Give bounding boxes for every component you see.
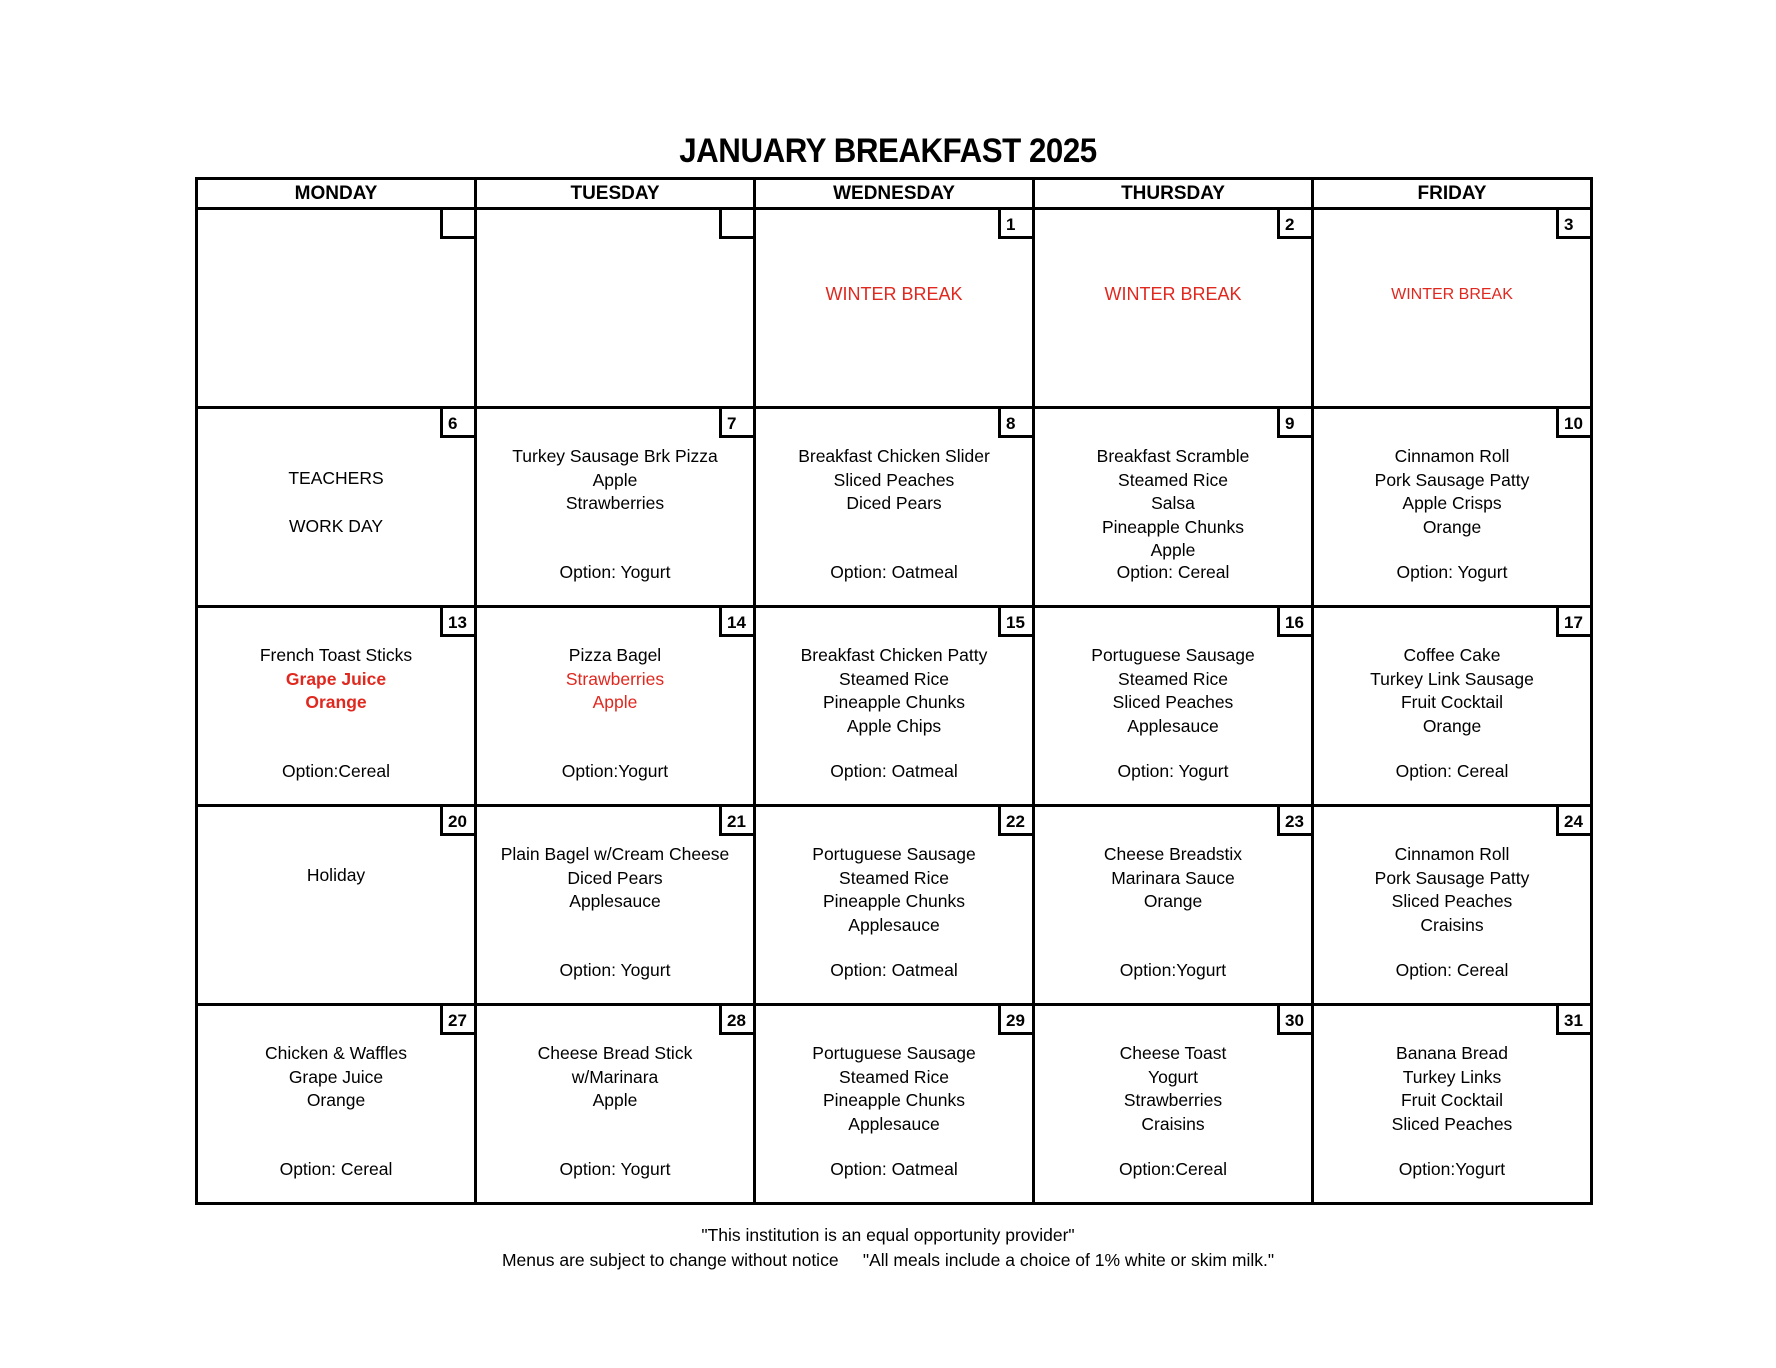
- day-cell: [755, 209, 1034, 408]
- menu-items: [1035, 644, 1311, 738]
- menu-item: Marinara Sauce: [1111, 867, 1235, 888]
- menu-items: [1035, 843, 1311, 914]
- day-cell: [476, 408, 755, 607]
- day-number: 3: [1556, 209, 1591, 239]
- menu-item-highlight: Apple: [592, 692, 638, 712]
- day-cell: [755, 408, 1034, 607]
- menu-item: Cheese Bread Stick: [537, 1043, 693, 1063]
- day-cell: [197, 607, 476, 806]
- day-cell: [476, 806, 755, 1005]
- week-row: [197, 209, 1592, 408]
- day-number: 30: [1277, 1005, 1312, 1035]
- menu-item: Plain Bagel w/Cream Cheese: [500, 844, 730, 864]
- menu-item: Salsa: [1151, 493, 1195, 513]
- day-cell: [1034, 209, 1313, 408]
- menu-item: Steamed Rice: [839, 867, 949, 888]
- weekday-tuesday: TUESDAY: [476, 179, 755, 209]
- day-number: 21: [719, 806, 754, 836]
- menu-item: Pineapple Chunks: [822, 692, 966, 712]
- menu-items: [198, 1042, 474, 1113]
- day-number-box: [719, 209, 754, 239]
- day-number: 29: [998, 1005, 1033, 1035]
- menu-option: Option:Yogurt: [1398, 1159, 1506, 1179]
- menu-item: Sliced Peaches: [1112, 692, 1234, 712]
- menu-items: [756, 843, 1032, 937]
- menu-item: Sliced Peaches: [833, 469, 955, 490]
- menu-item: Pineapple Chunks: [1101, 516, 1245, 537]
- menu-item: Turkey Link Sausage: [1370, 668, 1534, 689]
- menu-item: Orange: [1143, 891, 1203, 911]
- menu-item: Chicken & Waffles: [265, 1043, 407, 1063]
- menu-items: [198, 644, 474, 715]
- day-number: 16: [1277, 607, 1312, 637]
- menu-item: Portuguese Sausage: [812, 844, 976, 864]
- week-row: [197, 1005, 1592, 1204]
- day-cell: [755, 1005, 1034, 1204]
- menu-item: Orange: [1422, 516, 1482, 537]
- menu-option: Option:Yogurt: [1119, 960, 1227, 980]
- day-number: 13: [440, 607, 475, 637]
- day-cell: [197, 1005, 476, 1204]
- winter-break-note: WINTER BREAK: [1104, 284, 1242, 304]
- day-cell: [197, 408, 476, 607]
- menu-item: Apple: [592, 1090, 638, 1110]
- day-number: 24: [1556, 806, 1591, 836]
- menu-item: Craisins: [1420, 914, 1484, 935]
- menu-items: [477, 445, 753, 516]
- menu-item: Fruit Cocktail: [1400, 1090, 1504, 1110]
- day-number: 10: [1556, 408, 1591, 438]
- menu-option: Option: Yogurt: [559, 1159, 671, 1179]
- menu-item: Banana Bread: [1396, 1043, 1508, 1063]
- day-number: 2: [1277, 209, 1312, 239]
- winter-break-note: WINTER BREAK: [1391, 286, 1513, 303]
- menu-item: Turkey Links: [1402, 1066, 1502, 1087]
- menu-item: Sliced Peaches: [1391, 891, 1513, 911]
- day-number: 14: [719, 607, 754, 637]
- day-number: 27: [440, 1005, 475, 1035]
- menu-item: Yogurt: [1148, 1066, 1198, 1087]
- day-cell: [1313, 209, 1592, 408]
- page-title: JANUARY BREAKFAST 2025: [679, 132, 1097, 170]
- weekday-wednesday: WEDNESDAY: [755, 179, 1034, 209]
- menu-item: Steamed Rice: [1118, 668, 1228, 689]
- menu-item: Orange: [1422, 715, 1482, 736]
- day-cell-empty: [197, 209, 476, 408]
- menu-item: Breakfast Chicken Slider: [798, 446, 990, 466]
- menu-item: French Toast Sticks: [259, 645, 413, 665]
- menu-item: Applesauce: [848, 1113, 940, 1134]
- winter-break-note: WINTER BREAK: [825, 284, 963, 304]
- day-number: 1: [998, 209, 1033, 239]
- weekday-header-row: [197, 179, 1592, 209]
- day-cell: [1313, 607, 1592, 806]
- menu-item: Portuguese Sausage: [1091, 645, 1255, 665]
- menu-option: Option: Oatmeal: [830, 562, 958, 582]
- menu-item: Grape Juice: [288, 1066, 384, 1087]
- menu-item: Cheese Toast: [1119, 1043, 1227, 1063]
- menu-item: w/Marinara: [571, 1066, 659, 1087]
- day-number: 23: [1277, 806, 1312, 836]
- menu-item-highlight: Orange: [305, 692, 367, 712]
- menu-items: [477, 843, 753, 914]
- weekday-friday: FRIDAY: [1313, 179, 1592, 209]
- menu-option: Option: Yogurt: [1396, 562, 1508, 582]
- menu-option: Option: Yogurt: [559, 562, 671, 582]
- menu-item: Breakfast Scramble: [1096, 446, 1250, 466]
- teachers-note: TEACHERS: [288, 468, 384, 488]
- day-cell: [1034, 408, 1313, 607]
- menu-item: Applesauce: [848, 914, 940, 935]
- menu-item-highlight: Strawberries: [565, 668, 665, 689]
- menu-item: Pork Sausage Patty: [1374, 867, 1530, 888]
- menu-item: Craisins: [1141, 1113, 1205, 1134]
- menu-items: [1314, 1042, 1590, 1136]
- menu-item: Cheese Breadstix: [1103, 844, 1243, 864]
- day-cell: [1034, 1005, 1313, 1204]
- weekday-thursday: THURSDAY: [1034, 179, 1313, 209]
- day-cell-empty: [476, 209, 755, 408]
- menu-item: Pizza Bagel: [568, 645, 662, 665]
- menu-items: [1314, 644, 1590, 738]
- week-row: [197, 806, 1592, 1005]
- menu-item: Apple: [592, 469, 638, 490]
- menu-item: Pineapple Chunks: [822, 891, 966, 911]
- day-number: 6: [440, 408, 475, 438]
- menu-item: Apple Crisps: [1402, 493, 1502, 513]
- day-cell: [1313, 1005, 1592, 1204]
- day-cell: [476, 607, 755, 806]
- menu-item: Orange: [306, 1090, 366, 1110]
- menu-option: Option: Cereal: [279, 1159, 393, 1179]
- weekday-monday: MONDAY: [197, 179, 476, 209]
- menu-item: Turkey Sausage Brk Pizza: [512, 446, 718, 466]
- menu-item: Diced Pears: [567, 867, 663, 888]
- day-number: 31: [1556, 1005, 1591, 1035]
- menu-item: Cinnamon Roll: [1394, 844, 1510, 864]
- menu-item: Coffee Cake: [1403, 645, 1501, 665]
- day-number: 7: [719, 408, 754, 438]
- day-number: 15: [998, 607, 1033, 637]
- day-cell: [755, 607, 1034, 806]
- menu-item: Sliced Peaches: [1391, 1113, 1513, 1134]
- menu-item: Pineapple Chunks: [822, 1090, 966, 1110]
- menu-item: Breakfast Chicken Patty: [800, 645, 988, 665]
- menu-items: [1035, 445, 1311, 563]
- day-number: 17: [1556, 607, 1591, 637]
- menu-item: Cinnamon Roll: [1394, 446, 1510, 466]
- menu-items: [477, 644, 753, 715]
- menu-items: [1314, 445, 1590, 539]
- menu-items: [756, 445, 1032, 516]
- menu-items: [756, 644, 1032, 738]
- menu-items: [477, 1042, 753, 1113]
- week-row: [197, 607, 1592, 806]
- menu-item: Fruit Cocktail: [1400, 692, 1504, 712]
- menu-items: [1314, 843, 1590, 937]
- menu-option: Option: Oatmeal: [830, 1159, 958, 1179]
- day-cell: [1034, 806, 1313, 1005]
- menu-item: Apple Chips: [846, 715, 942, 736]
- menu-item: Apple: [1150, 540, 1196, 560]
- week-row: [197, 408, 1592, 607]
- day-cell: [1313, 408, 1592, 607]
- day-cell: [755, 806, 1034, 1005]
- equal-opportunity-statement: "This institution is an equal opportunity provider": [701, 1225, 1075, 1245]
- menu-item: Steamed Rice: [839, 668, 949, 689]
- menu-option: Option:Cereal: [1119, 1159, 1227, 1179]
- menu-item: Pork Sausage Patty: [1374, 469, 1530, 490]
- menu-option: Option: Cereal: [1116, 562, 1230, 582]
- day-cell: [1034, 607, 1313, 806]
- menu-option: Option:Yogurt: [561, 761, 669, 781]
- menu-option: Option: Cereal: [1395, 960, 1509, 980]
- menu-item-highlight: Grape Juice: [285, 668, 387, 689]
- menu-item: Strawberries: [1123, 1090, 1223, 1110]
- menu-item: Steamed Rice: [839, 1066, 949, 1087]
- menu-items: [1035, 1042, 1311, 1136]
- day-number: 22: [998, 806, 1033, 836]
- menu-option: Option: Oatmeal: [830, 761, 958, 781]
- menu-item: Diced Pears: [846, 493, 942, 513]
- menu-option: Option: Yogurt: [559, 960, 671, 980]
- menu-items: [756, 1042, 1032, 1136]
- menu-item: Strawberries: [565, 493, 665, 513]
- day-number: 9: [1277, 408, 1312, 438]
- menu-item: Applesauce: [1127, 715, 1219, 736]
- day-cell: [1313, 806, 1592, 1005]
- menu-option: Option: Yogurt: [1117, 761, 1229, 781]
- day-number: 8: [998, 408, 1033, 438]
- menu-option: Option:Cereal: [282, 761, 390, 781]
- work-day-note: WORK DAY: [289, 516, 383, 536]
- holiday-note: Holiday: [306, 865, 366, 885]
- day-number: 28: [719, 1005, 754, 1035]
- day-cell: [476, 1005, 755, 1204]
- day-number: 20: [440, 806, 475, 836]
- day-cell: [197, 806, 476, 1005]
- menu-option: Option: Cereal: [1395, 761, 1509, 781]
- menu-option: Option: Oatmeal: [830, 960, 958, 980]
- menu-item: Portuguese Sausage: [812, 1043, 976, 1063]
- menu-item: Steamed Rice: [1118, 469, 1228, 490]
- day-number-box: [440, 209, 475, 239]
- milk-disclaimer: Menus are subject to change without notice "All meals include a choice of 1% white or skim milk.": [501, 1250, 1275, 1270]
- menu-item: Applesauce: [569, 891, 661, 911]
- calendar-grid: [195, 177, 1593, 1205]
